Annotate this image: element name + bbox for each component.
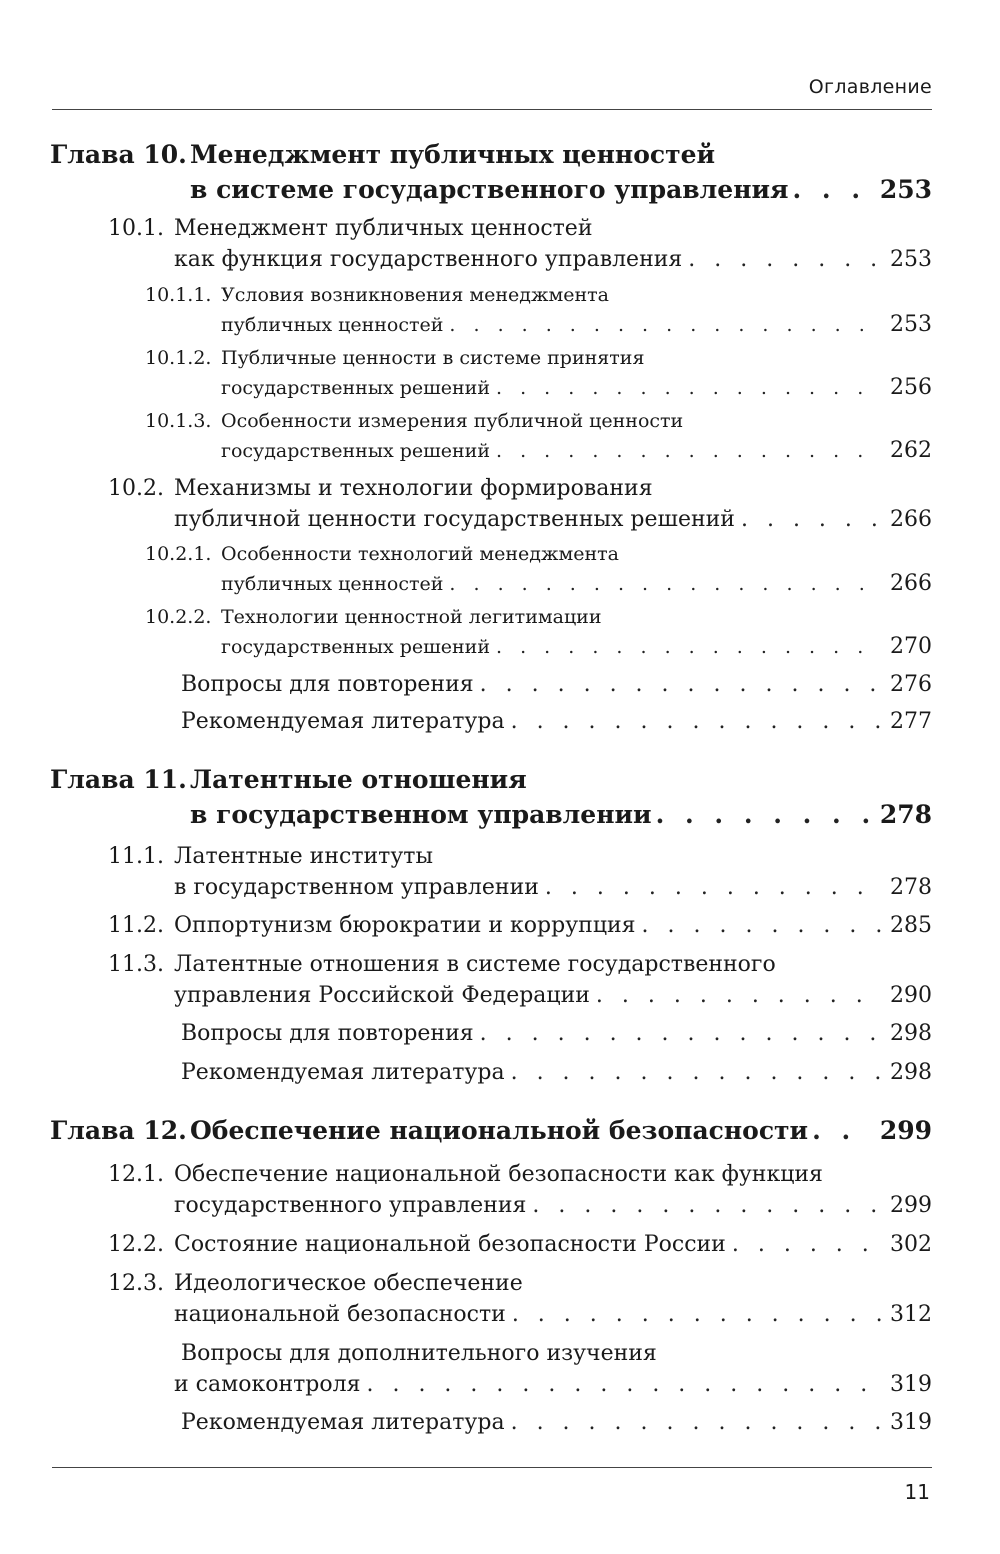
page-number: 285 [890,913,932,938]
section-title: Оппортунизм бюрократии и коррупция [174,913,636,938]
dot-leader [688,244,882,275]
page-number: 278 [879,800,932,829]
subsection-title-cont: государственных решений [221,440,491,462]
review-questions-title-cont: и самоконтроля [174,1372,361,1397]
subsection-title-cont: государственных решений [221,636,491,658]
dot-leader [793,172,870,207]
review-questions-title: Вопросы для повторения [181,672,474,697]
chapter-title: Менеджмент публичных ценностей [190,140,716,169]
review-questions-title: Вопросы для дополнительного изучения [181,1341,657,1366]
page-number-footer: 11 [904,1480,930,1504]
section-number: 11.2. [108,913,164,938]
dot-leader [642,910,882,941]
page-number: 266 [890,571,932,596]
section-number: 10.2. [108,476,164,501]
dot-leader [812,1113,870,1148]
footer-rule [52,1467,932,1468]
dot-leader [596,980,882,1011]
subsection-title-cont: публичных ценностей [221,573,444,595]
dot-leader [532,1190,882,1221]
chapter-number: Глава 10. [50,140,187,169]
dot-leader [480,669,882,700]
section-number: 12.2. [108,1232,164,1257]
chapter-title: Обеспечение национальной безопасности [190,1116,809,1145]
subsection-title: Условия возникновения менеджмента [221,284,609,306]
section-title: Менеджмент публичных ценностей [174,216,593,241]
chapter-number: Глава 11. [50,765,187,794]
page-number: 277 [890,709,932,734]
dot-leader [656,797,870,832]
section-title-cont: национальной безопасности [174,1302,506,1327]
dot-leader [480,1018,882,1049]
dot-leader [496,374,882,403]
section-number: 11.3. [108,952,164,977]
page-number: 253 [890,247,932,272]
subsection-title-cont: государственных решений [221,377,491,399]
subsection-title: Технологии ценностной легитимации [221,606,602,628]
section-title: Состояние национальной безопасности России [174,1232,726,1257]
section-number: 11.1. [108,844,164,869]
subsection-number: 10.1.3. [145,410,212,432]
page-number: 302 [890,1232,932,1257]
dot-leader [366,1369,882,1400]
section-title-cont: публичной ценности государственных решений [174,507,735,532]
subsection-number: 10.2.1. [145,543,212,565]
literature-title: Рекомендуемая литература [181,1410,505,1435]
page-number: 278 [890,875,932,900]
dot-leader [732,1229,882,1260]
subsection-title: Публичные ценности в системе принятия [221,347,645,369]
dot-leader [449,311,882,340]
page-number: 299 [879,1116,932,1145]
chapter-title-cont: в государственном управлении [190,800,652,829]
section-title: Механизмы и технологии формирования [174,476,653,501]
dot-leader [511,1407,882,1438]
dot-leader [512,1299,882,1330]
subsection-title: Особенности технологий менеджмента [221,543,619,565]
subsection-title-cont: публичных ценностей [221,314,444,336]
review-questions-title: Вопросы для повторения [181,1021,474,1046]
page-number: 298 [890,1021,932,1046]
section-title: Латентные институты [174,844,433,869]
page-number: 253 [890,312,932,337]
literature-title: Рекомендуемая литература [181,1060,505,1085]
chapter-title-cont: в системе государственного управления [190,175,789,204]
chapter-title: Латентные отношения [190,765,527,794]
section-number: 10.1. [108,216,164,241]
section-title-cont: в государственном управлении [174,875,539,900]
section-title-cont: государственного управления [174,1193,527,1218]
page-number: 299 [890,1193,932,1218]
subsection-number: 10.1.2. [145,347,212,369]
running-header: Оглавление [808,76,932,98]
dot-leader [511,706,882,737]
header-rule [52,109,932,110]
section-title: Обеспечение национальной безопасности как функция [174,1162,823,1187]
section-title: Идеологическое обеспечение [174,1271,523,1296]
chapter-number: Глава 12. [50,1116,187,1145]
dot-leader [511,1057,882,1088]
page-number: 262 [890,438,932,463]
subsection-number: 10.2.2. [145,606,212,628]
page-number: 312 [890,1302,932,1327]
page-number: 319 [890,1410,932,1435]
dot-leader [545,872,882,903]
subsection-title: Особенности измерения публичной ценности [221,410,684,432]
section-title-cont: управления Российской Федерации [174,983,590,1008]
page-number: 276 [890,672,932,697]
page-number: 253 [879,175,932,204]
section-number: 12.3. [108,1271,164,1296]
page-number: 298 [890,1060,932,1085]
subsection-number: 10.1.1. [145,284,212,306]
page-number: 270 [890,634,932,659]
dot-leader [496,437,882,466]
dot-leader [496,633,882,662]
section-title: Латентные отношения в системе государственного [174,952,776,977]
literature-title: Рекомендуемая литература [181,709,505,734]
page-number: 290 [890,983,932,1008]
page-number: 266 [890,507,932,532]
dot-leader [449,570,882,599]
dot-leader [741,504,882,535]
page-number: 319 [890,1372,932,1397]
section-title-cont: как функция государственного управления [174,247,683,272]
page-number: 256 [890,375,932,400]
section-number: 12.1. [108,1162,164,1187]
